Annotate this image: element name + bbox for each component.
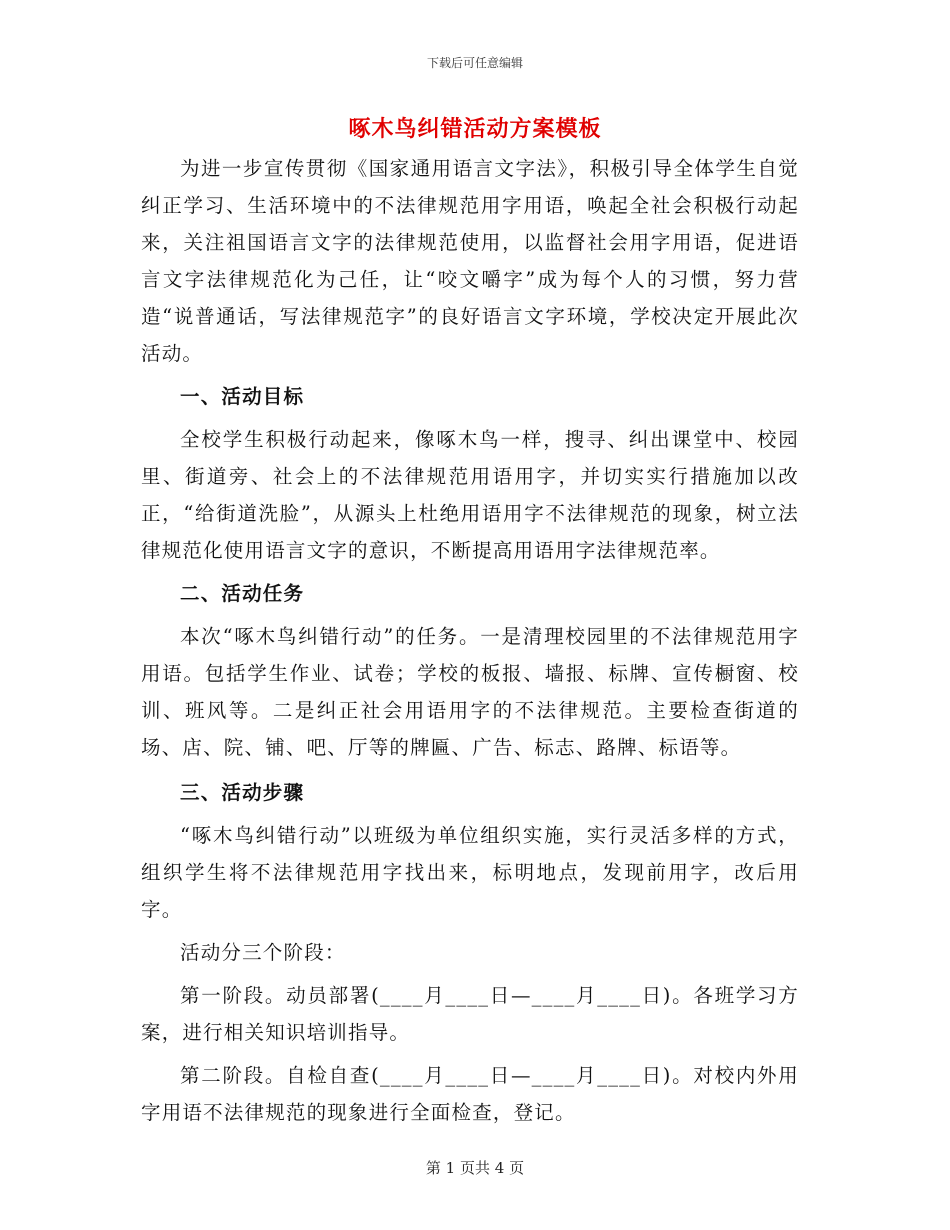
tasks-paragraph: 本次“啄木鸟纠错行动”的任务。一是清理校园里的不法律规范用字用语。包括学生作业、试卷；学校的板报、墙报、标牌、宣传橱窗、校训、班风等。二是纠正社会用语用字的不法律规范。主要检查街道的场、店、院、铺、吧、厅等的牌匾、广告、标志、路牌、标语等。 (141, 625, 799, 759)
intro-paragraph: 为进一步宣传贯彻《国家通用语言文字法》，积极引导全体学生自觉纠正学习、生活环境中的不法律规范用字用语，唤起全社会积极行动起来，关注祖国语言文字的法律规范使用，以监督社会用字用语，促进语言文字法律规范化为己任，让“咬文嚼字”成为每个人的习惯，努力营造“说普通话，写法律规范字”的良好语言文字环境，学校决定开展此次活动。 (141, 157, 799, 365)
stage-two-paragraph: 第二阶段。自检自查(____月____日—____月____日)。对校内外用字用语不法律规范的现象进行全面检查，登记。 (141, 1064, 799, 1124)
document-body (141, 150, 799, 1131)
goals-paragraph: 全校学生积极行动起来，像啄木鸟一样，搜寻、纠出课堂中、校园里、街道旁、社会上的不法律规范用语用字，并切实实行措施加以改正，“给街道洗脸”，从源头上杜绝用语用字不法律规范的现象，树立法律规范化使用语言文字的意识，不断提高用语用字法律规范率。 (141, 428, 799, 562)
page-footer: 第 1 页共 4 页 (425, 1159, 525, 1177)
section-heading-tasks: 二、活动任务 (180, 582, 305, 605)
steps-paragraph: “啄木鸟纠错行动”以班级为单位组织实施，实行灵活多样的方式，组织学生将不法律规范用字找出来，标明地点，发现前用字，改后用字。 (141, 824, 799, 921)
stage-one-paragraph: 第一阶段。动员部署(____月____日—____月____日)。各班学习方案，进行相关知识培训指导。 (141, 984, 799, 1044)
stages-intro: 活动分三个阶段： (180, 941, 346, 964)
header-note: 下载后可任意编辑 (426, 56, 523, 70)
section-heading-steps: 三、活动步骤 (180, 781, 305, 804)
section-heading-goals: 一、活动目标 (180, 385, 305, 408)
document-title: 啄木鸟纠错活动方案模板 (348, 117, 602, 142)
